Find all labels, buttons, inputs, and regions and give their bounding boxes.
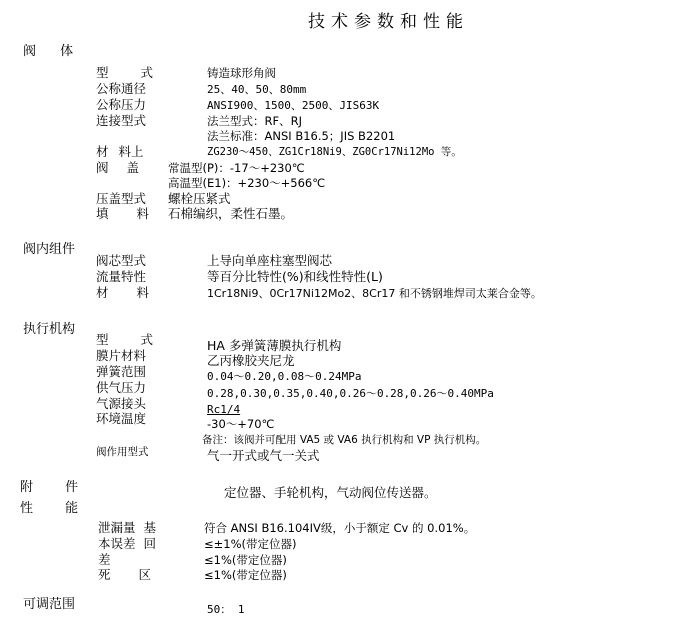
leakage-label: 泄漏量 基: [98, 520, 156, 535]
body-flange-standard-value: 法兰标准：ANSI B16.5；JIS B2201: [207, 129, 396, 143]
flow-characteristic-value: 等百分比特性(%)和线性特性(L): [207, 269, 383, 284]
dead-band-value: ≤1%(带定位器): [204, 568, 287, 582]
body-material-label: 材 料上: [96, 144, 144, 159]
actuator-type-label: 型 式: [96, 332, 153, 347]
hysteresis-label: 差: [98, 552, 111, 567]
section-heading-performance: 性 能: [20, 501, 93, 516]
section-heading-actuator: 执行机构: [23, 322, 76, 337]
ambient-temp-label: 环境温度: [96, 411, 147, 426]
spring-range-label: 弹簧范围: [96, 364, 147, 379]
body-size-value: 25、40、50、80mm: [207, 83, 307, 96]
bonnet-type-label: 压盖型式: [96, 191, 147, 206]
supply-pressure-value: 0.28,0.30,0.35,0.40,0.26～0.28,0.26～0.40MPa: [207, 387, 494, 400]
body-type-value: 铸造球形角阀: [207, 66, 276, 80]
bonnet-high-temp-value: 高温型(E1)：+230～+566℃: [168, 176, 326, 190]
plug-type-value: 上导向单座柱塞型阀芯: [207, 253, 333, 268]
diaphragm-material-label: 膜片材料: [96, 348, 147, 363]
body-flange-type-value: 法兰型式：RF、RJ: [207, 114, 302, 128]
actuator-type-value: HA 多弹簧薄膜执行机构: [207, 338, 342, 353]
accessories-value: 定位器、手轮机构，气动阀位传送器。: [224, 485, 437, 500]
section-heading-body: 阀 体: [23, 44, 84, 59]
body-material-value: ZG230～450、ZG1Cr18Ni9、ZG0Cr17Ni12Mo 等。: [207, 146, 462, 158]
body-size-label: 公称通径: [96, 81, 147, 96]
leakage-value: 符合 ANSI B16.104IV级，小于额定 Cv 的 0.01%。: [204, 521, 476, 535]
action-type-label: 阀作用型式: [96, 446, 149, 458]
actuator-note: 备注：该阀并可配用 VA5 或 VA6 执行机构和 VP 执行机构。: [202, 434, 487, 446]
air-connection-label: 气源接头: [96, 396, 147, 411]
page-title: 技术参数和性能: [308, 12, 469, 32]
rangeability-value: 50： 1: [207, 603, 245, 616]
packing-value: 石棉编织，柔性石墨。: [168, 206, 294, 221]
body-pressure-label: 公称压力: [96, 97, 147, 112]
bonnet-normal-temp-value: 常温型(P)：-17～+230℃: [168, 161, 305, 175]
spring-range-value: 0.04～0.20,0.08～0.24MPa: [207, 370, 362, 383]
ambient-temp-value: -30～+70℃: [207, 417, 275, 431]
section-heading-trim: 阀内组件: [23, 242, 76, 257]
section-heading-rangeability: 可调范围: [23, 597, 76, 612]
bonnet-label: 阀 盖: [96, 160, 139, 175]
air-connection-value: Rc1/4: [207, 403, 241, 416]
flow-characteristic-label: 流量特性: [96, 269, 147, 284]
diaphragm-material-value: 乙丙橡胶夹尼龙: [207, 353, 295, 368]
body-pressure-value: ANSI900、1500、2500、JIS63K: [207, 99, 380, 112]
section-heading-accessories: 附 件: [20, 480, 93, 495]
body-type-label: 型 式: [96, 65, 153, 80]
basic-error-label: 本误差 回: [98, 536, 156, 551]
plug-type-label: 阀芯型式: [96, 253, 147, 268]
action-type-value: 气一开式或气一关式: [207, 448, 320, 463]
packing-label: 填 料: [96, 206, 149, 221]
basic-error-value: ≤±1%(带定位器): [204, 537, 297, 551]
hysteresis-value: ≤1%(带定位器): [204, 553, 287, 567]
trim-material-label: 材 料: [96, 285, 149, 300]
dead-band-label: 死 区: [98, 567, 151, 582]
trim-material-value: 1Cr18Ni9、0Cr17Ni12Mo2、8Cr17 和不锈钢堆焊司太莱合金等。: [207, 287, 542, 300]
supply-pressure-label: 供气压力: [96, 380, 147, 395]
bonnet-type-value: 螺栓压紧式: [168, 191, 231, 206]
body-connection-label: 连接型式: [96, 113, 147, 128]
